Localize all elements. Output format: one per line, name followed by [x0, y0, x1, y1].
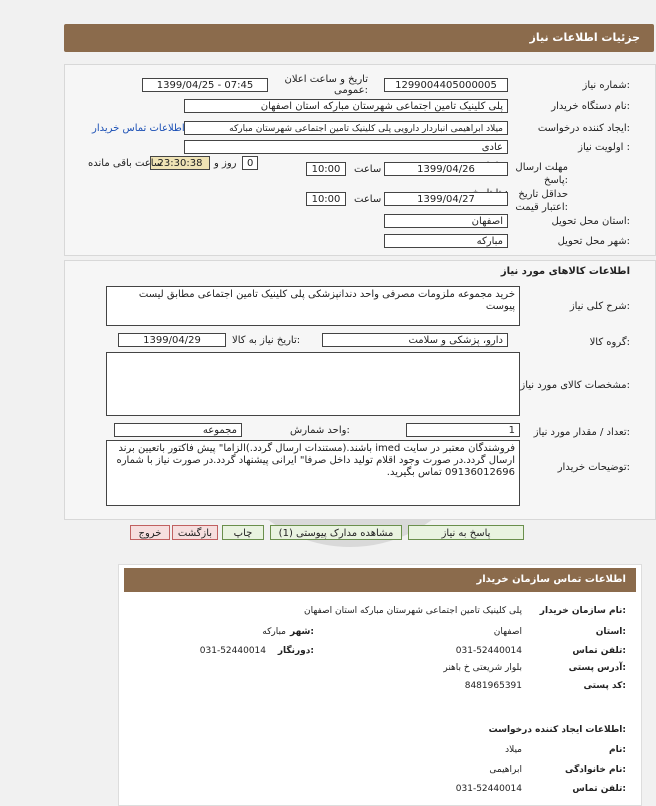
- need-number-field: 1299004405000005: [384, 78, 508, 92]
- creator-last-name-label: نام خانوادگی:: [564, 765, 626, 775]
- general-desc-label: شرح کلی نیاز:: [569, 301, 630, 312]
- org-name-label: نام سازمان خریدار:: [539, 606, 626, 616]
- unit-label: واحد شمارش:: [290, 425, 350, 436]
- creator-label: ایجاد کننده درخواست:: [537, 123, 630, 134]
- need-date-label: تاریخ نیاز به کالا:: [232, 335, 301, 346]
- attachments-button[interactable]: مشاهده مدارک پیوستی (1): [270, 525, 402, 540]
- creator-info-title: اطلاعات ایجاد کننده درخواست:: [488, 725, 626, 735]
- page-header: جزئیات اطلاعات نیاز: [64, 24, 654, 52]
- qty-label: تعداد / مقدار مورد نیاز:: [533, 427, 630, 438]
- notes-field: فروشندگان معتبر در سایت imed باشند.(مستندات ارسال گردد.)الزاما" پیش فاکتور باتعیین برند ارسال گردد.در صورت وجود اقلام تولید داخل صرفا" ایرانی پیشنهاد گردد.در صورت نیاز با شماره 09136012696 تماس بگیرید.: [106, 440, 520, 506]
- price-time-field: 10:00: [306, 192, 346, 206]
- general-desc-field: خرید مجموعه ملزومات مصرفی واحد دندانپزشکی پلی کلینیک تامین اجتماعی مطابق لیست پیوست: [106, 286, 520, 326]
- days-field: 0: [242, 156, 258, 170]
- exit-button[interactable]: خروج: [130, 525, 170, 540]
- price-time-label: ساعت: [354, 194, 382, 205]
- city-field: مبارکه: [384, 234, 508, 248]
- contact-city-label: شهر:: [290, 627, 314, 637]
- days-label: روز و: [214, 158, 237, 169]
- contact-address-label: آدرس پستی:: [568, 663, 626, 673]
- province-field: اصفهان: [384, 214, 508, 228]
- creator-last-name-value: ابراهیمی: [489, 765, 522, 775]
- contact-fax-label: دورنگار:: [277, 646, 314, 656]
- group-label: گروه کالا:: [589, 337, 630, 348]
- need-date-field: 1399/04/29: [118, 333, 226, 347]
- remaining-label: ساعت باقی مانده: [88, 158, 163, 169]
- contact-fax-value: 031-52440014: [199, 646, 266, 656]
- reply-time-field: 10:00: [306, 162, 346, 176]
- announce-field: 1399/04/25 - 07:45: [142, 78, 268, 92]
- reply-date-field: 1399/04/26: [384, 162, 508, 176]
- announce-label: تاریخ و ساعت اعلان عمومی:: [284, 74, 368, 96]
- creator-phone-value: 031-52440014: [455, 784, 522, 794]
- creator-first-name-value: میلاد: [505, 745, 522, 755]
- reply-deadline-label: مهلت ارسال پاسخ:: [515, 162, 568, 186]
- need-number-label: شماره نیاز:: [582, 80, 630, 91]
- contact-postal-value: 8481965391: [464, 681, 522, 691]
- specs-field: [106, 352, 520, 416]
- reply-button[interactable]: پاسخ به نیاز: [408, 525, 524, 540]
- remaining-time-field: 23:30:38: [150, 156, 210, 170]
- contact-phone-label: تلفن تماس:: [572, 646, 626, 656]
- creator-first-name-label: نام:: [609, 745, 626, 755]
- group-field: دارو، پزشکی و سلامت: [322, 333, 508, 347]
- print-button[interactable]: چاپ: [222, 525, 264, 540]
- contact-postal-label: کد پستی:: [583, 681, 626, 691]
- contact-phone-value: 031-52440014: [455, 646, 522, 656]
- reply-time-label: ساعت: [354, 164, 382, 175]
- priority-label: اولویت نیاز :: [578, 142, 630, 153]
- contact-province-value: اصفهان: [493, 627, 522, 637]
- creator-phone-label: تلفن تماس:: [572, 784, 626, 794]
- contact-address-value: بلوار شریعتی خ باهنر: [443, 663, 522, 673]
- specs-label: مشخصات کالای مورد نیاز:: [520, 380, 630, 391]
- qty-field: 1: [406, 423, 520, 437]
- creator-field: میلاد ابراهیمی انباردار دارویی پلی کلینیک تامین اجتماعی شهرستان مبارکه: [184, 121, 508, 135]
- contact-city-value: مبارکه: [262, 627, 286, 637]
- org-name-value: پلی کلینیک تامین اجتماعی شهرستان مبارکه استان اصفهان: [303, 606, 522, 616]
- notes-label: توضیحات خریدار:: [557, 462, 630, 473]
- price-date-field: 1399/04/27: [384, 192, 508, 206]
- goods-section-title: اطلاعات کالاهای مورد نیاز: [500, 266, 630, 277]
- province-label: استان محل تحویل:: [551, 216, 630, 227]
- buyer-org-label: نام دستگاه خریدار:: [551, 101, 630, 112]
- city-label: شهر محل تحویل:: [557, 236, 630, 247]
- contact-card: [118, 564, 642, 806]
- priority-field: عادی: [184, 140, 508, 154]
- buyer-org-field: پلی کلینیک تامین اجتماعی شهرستان مبارکه استان اصفهان: [184, 99, 508, 113]
- back-button[interactable]: بازگشت: [172, 525, 218, 540]
- contact-province-label: استان:: [595, 627, 626, 637]
- buyer-contact-link[interactable]: اطلاعات تماس خریدار: [92, 123, 185, 134]
- unit-field: مجموعه: [114, 423, 242, 437]
- price-validity-label: حداقل تاریخ اعتبار قیمت:: [515, 189, 568, 213]
- contact-card-header: اطلاعات تماس سازمان خریدار: [124, 568, 636, 592]
